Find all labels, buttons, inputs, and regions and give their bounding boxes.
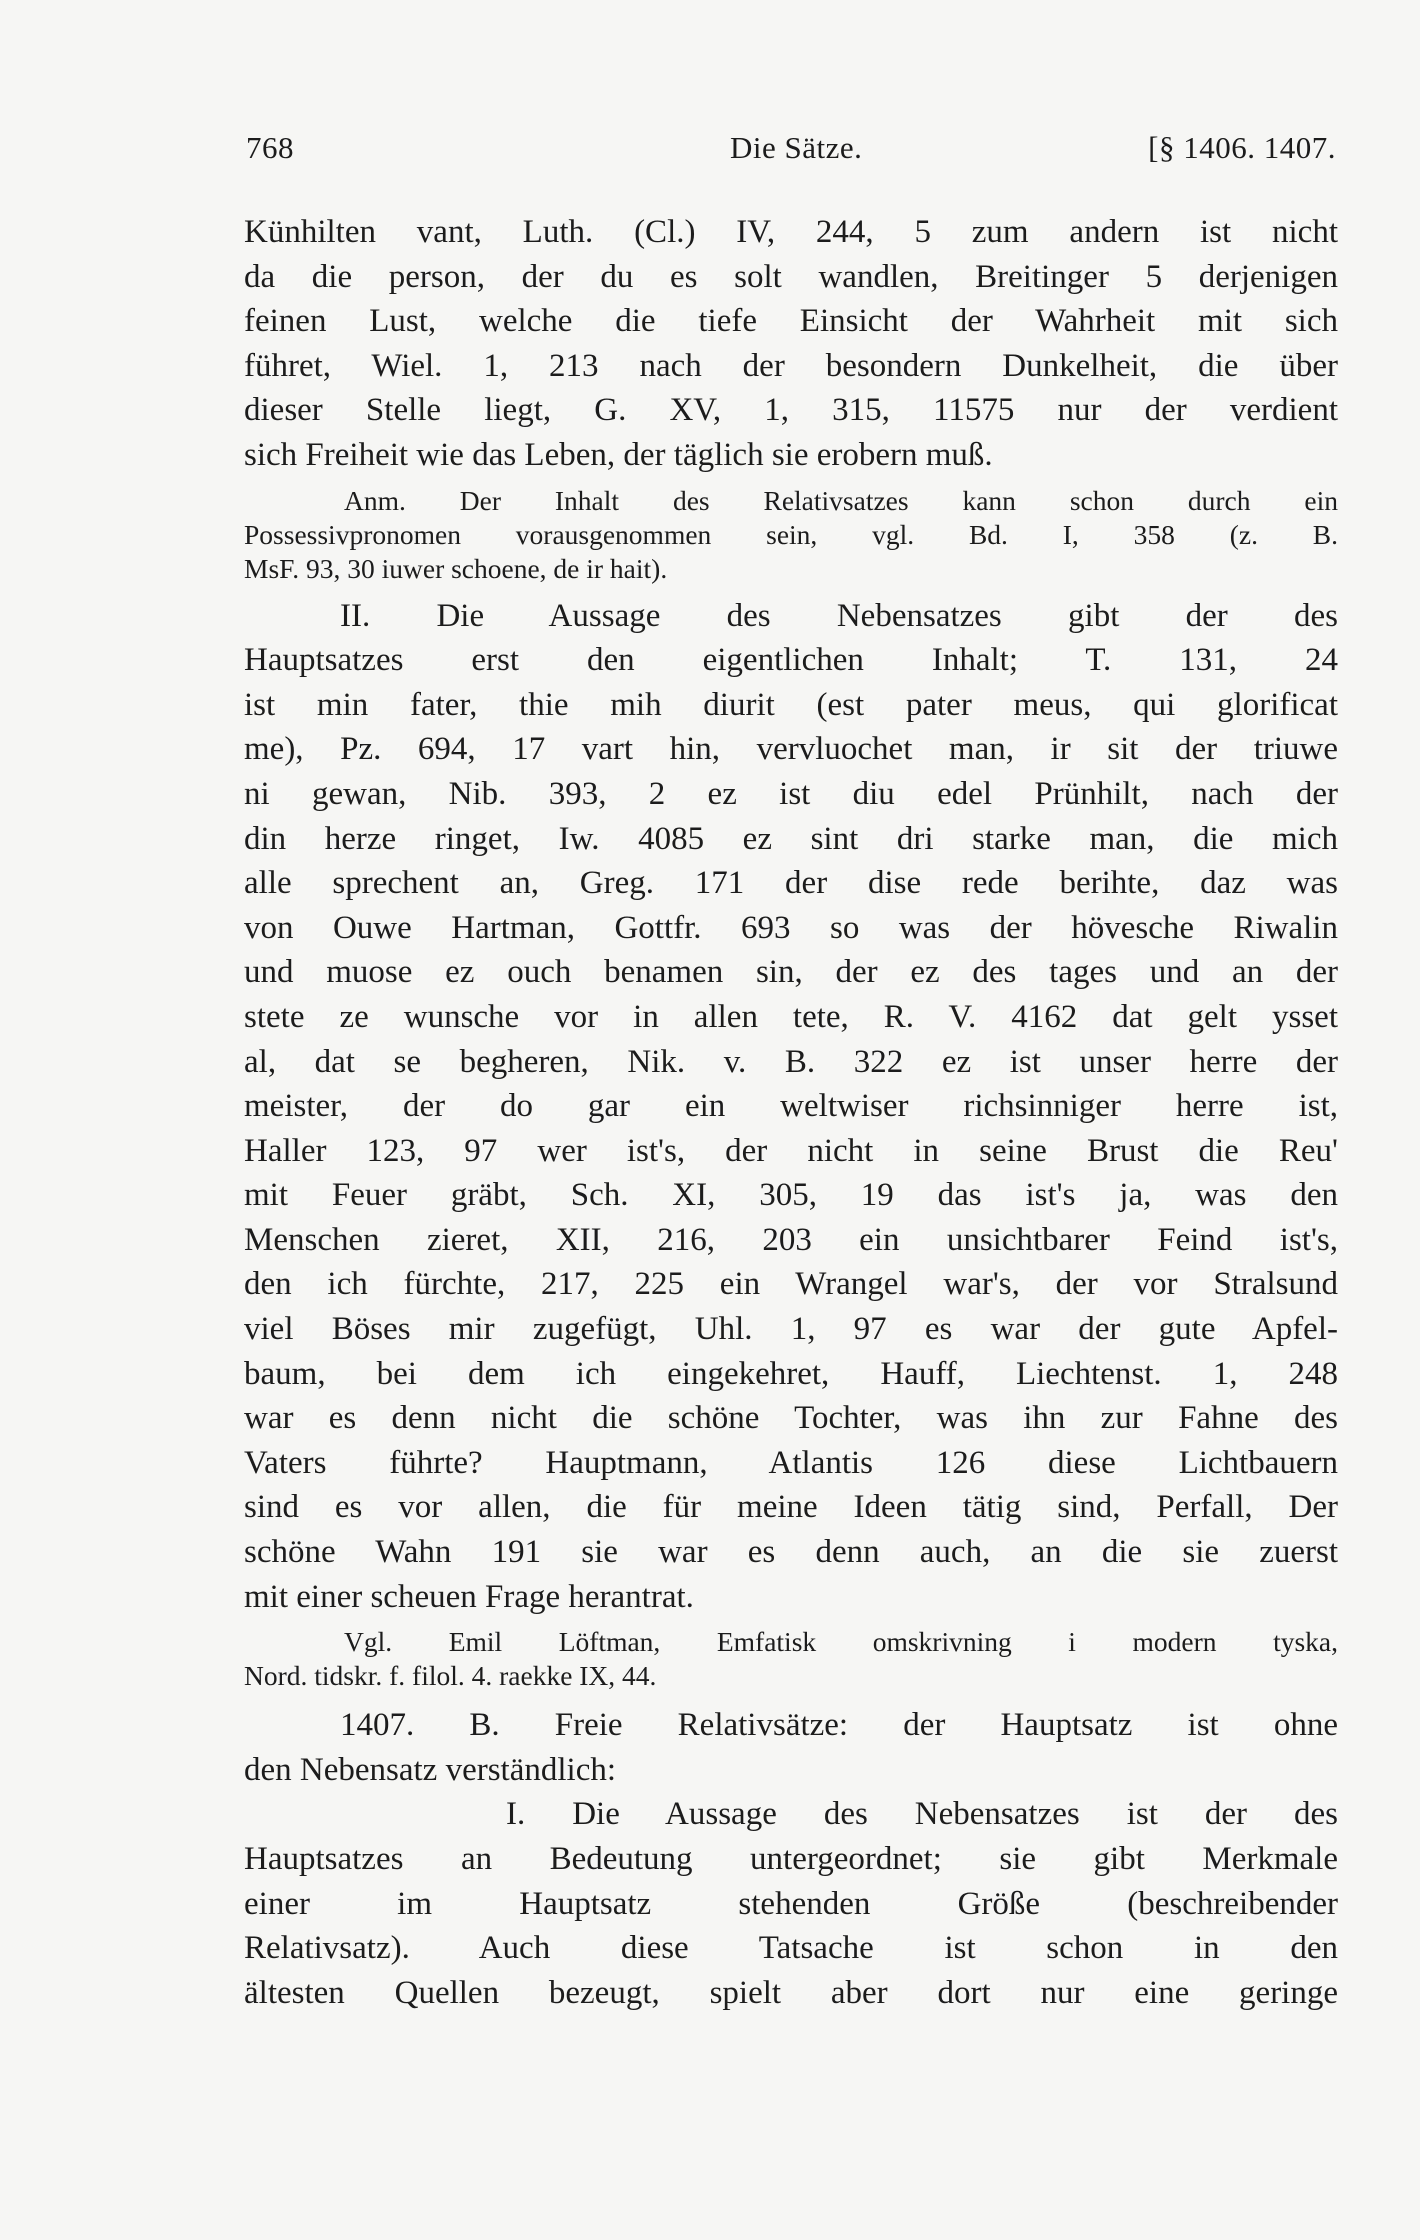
text-line: von Ouwe Hartman, Gottfr. 693 so was der hövesche Riwalin [244, 909, 1338, 946]
text-line: me), Pz. 694, 17 vart hin, vervluochet man, ir sit der triuwe [244, 731, 1338, 768]
text-line: mit einer scheuen Frage herantrat. [244, 1578, 694, 1615]
text-line: und muose ez ouch benamen sin, der ez des tages und an der [244, 954, 1338, 991]
text-line: Vaters führte? Hauptmann, Atlantis 126 diese Lichtbauern [244, 1444, 1338, 1481]
text-line: dieser Stelle liegt, G. XV, 1, 315, 11575 nur der verdient [244, 392, 1338, 429]
text-line: feinen Lust, welche die tiefe Einsicht der Wahrheit mit sich [244, 303, 1338, 340]
note-line: Anm. Der Inhalt des Relativsatzes kann schon durch ein [344, 484, 1338, 516]
text-line: Hauptsatzes erst den eigentlichen Inhalt; T. 131, 24 [244, 642, 1338, 679]
text-line: meister, der do gar ein weltwiser richsinniger herre ist, [244, 1088, 1338, 1125]
text-line: führet, Wiel. 1, 213 nach der besondern Dunkelheit, die über [244, 347, 1338, 384]
text-line: viel Böses mir zugefügt, Uhl. 1, 97 es war der gute Apfel- [244, 1311, 1338, 1348]
text-line: den ich fürchte, 217, 225 ein Wrangel war's, der vor Stralsund [244, 1266, 1338, 1303]
text-line: war es denn nicht die schöne Tochter, was ihn zur Fahne des [244, 1400, 1338, 1437]
text-line: den Nebensatz verständlich: [244, 1751, 617, 1788]
text-line: I. Die Aussage des Nebensatzes ist der des [506, 1796, 1338, 1833]
text-line: Hauptsatzes an Bedeutung untergeordnet; sie gibt Merkmale [244, 1841, 1338, 1877]
text-line: ni gewan, Nib. 393, 2 ez ist diu edel Prünhilt, nach der [244, 775, 1338, 812]
text-line: stete ze wunsche vor in allen tete, R. V. 4162 dat gelt ysset [244, 998, 1338, 1035]
text-line: Menschen zieret, XII, 216, 203 ein unsichtbarer Feind ist's, [244, 1221, 1338, 1258]
text-line: Künhilten vant, Luth. (Cl.) IV, 244, 5 zum andern ist nicht [244, 214, 1338, 250]
text-line: mit Feuer gräbt, Sch. XI, 305, 19 das ist's ja, was den [244, 1177, 1338, 1214]
page-number: 768 [246, 130, 294, 165]
note-line: Possessivpronomen vorausgenommen sein, vgl. Bd. I, 358 (z. B. [244, 518, 1338, 550]
text-line: einer im Hauptsatz stehenden Größe (beschreibender [244, 1885, 1338, 1922]
text-line: da die person, der du es solt wandlen, Breitinger 5 derjenigen [244, 258, 1338, 295]
text-line: alle sprechent an, Greg. 171 der dise rede berihte, daz was [244, 865, 1338, 902]
note-line: Vgl. Emil Löftman, Emfatisk omskrivning i modern tyska, [344, 1626, 1338, 1658]
note-line: MsF. 93, 30 iuwer schoene, de ir hait). [244, 552, 668, 584]
text-line: 1407. B. Freie Relativsätze: der Hauptsatz ist ohne [340, 1707, 1338, 1744]
text-line: Relativsatz). Auch diese Tatsache ist schon in den [244, 1930, 1338, 1967]
section-reference: [§ 1406. 1407. [1148, 130, 1336, 165]
running-header [246, 130, 1336, 180]
page-body [244, 210, 1338, 2015]
running-title: Die Sätze. [730, 130, 863, 165]
text-line: schöne Wahn 191 sie war es denn auch, an die sie zuerst [244, 1534, 1338, 1571]
text-line: II. Die Aussage des Nebensatzes gibt der des [340, 597, 1338, 634]
text-line: ältesten Quellen bezeugt, spielt aber dort nur eine geringe [244, 1974, 1338, 2011]
text-line: sind es vor allen, die für meine Ideen tätig sind, Perfall, Der [244, 1489, 1338, 1526]
text-line: baum, bei dem ich eingekehret, Hauff, Liechtenst. 1, 248 [244, 1355, 1338, 1392]
text-line: din herze ringet, Iw. 4085 ez sint dri starke man, die mich [244, 820, 1338, 857]
text-line: al, dat se begheren, Nik. v. B. 322 ez ist unser herre der [244, 1043, 1338, 1080]
note-line: Nord. tidskr. f. filol. 4. raekke IX, 44. [244, 1660, 657, 1692]
text-line: sich Freiheit wie das Leben, der täglich sie erobern muß. [244, 436, 993, 473]
text-line: ist min fater, thie mih diurit (est pater meus, qui glorificat [244, 686, 1338, 723]
text-line: Haller 123, 97 wer ist's, der nicht in seine Brust die Reu' [244, 1132, 1338, 1169]
